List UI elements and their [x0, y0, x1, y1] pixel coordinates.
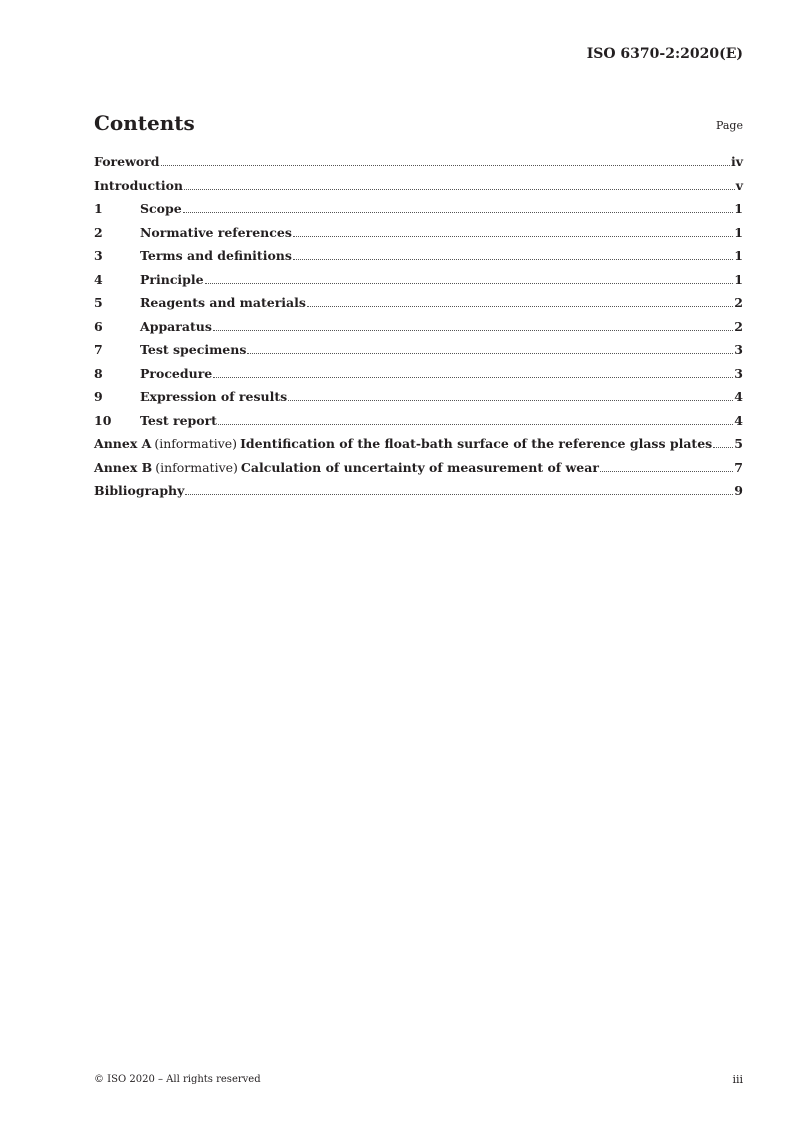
- annex-type: (informative): [155, 459, 238, 475]
- toc-entry-number: 9: [94, 389, 103, 404]
- toc-entry-annex-b[interactable]: [94, 460, 743, 484]
- toc-leader-dots: [293, 235, 733, 237]
- toc-entry-number: 3: [94, 248, 103, 263]
- toc-entry-page: 1: [734, 248, 743, 263]
- toc-entry-title: Bibliography: [94, 483, 185, 498]
- toc-entry-page: 2: [734, 295, 743, 310]
- toc-entry-page: 3: [734, 365, 743, 381]
- copyright-notice: © ISO 2020 – All rights reserved: [94, 1074, 261, 1085]
- toc-entry-title: Identification of the float-bath surface of the reference glass plates: [240, 436, 713, 451]
- toc-entry-page: iv: [730, 154, 743, 169]
- toc-entry-number: 7: [94, 342, 103, 357]
- toc-entry-terms-and-definitions[interactable]: [94, 248, 743, 272]
- toc-entry-page: 3: [734, 342, 743, 357]
- toc-entry-title: Calculation of uncertainty of measurement of wear: [240, 459, 599, 475]
- toc-entry-normative-references[interactable]: [94, 225, 743, 249]
- toc-entry-title: Scope: [140, 201, 182, 216]
- toc-entry-number: 2: [94, 224, 103, 240]
- toc-entry-number: 4: [94, 271, 103, 287]
- toc-leader-dots: [600, 470, 733, 472]
- toc-leader-dots: [307, 305, 733, 307]
- page-number: iii: [732, 1073, 743, 1086]
- toc-leader-dots: [218, 423, 733, 425]
- toc-leader-dots: [213, 329, 733, 331]
- toc-leader-dots: [713, 446, 733, 448]
- toc-entry-title: Expression of results: [140, 389, 288, 404]
- toc-entry-scope[interactable]: [94, 201, 743, 225]
- toc-entry-title: Procedure: [140, 365, 213, 381]
- toc-leader-dots: [161, 164, 730, 166]
- toc-entry-page: 1: [734, 271, 743, 287]
- toc-entry-foreword[interactable]: [94, 154, 743, 178]
- page-column-label: Page: [715, 119, 743, 132]
- toc-leader-dots: [293, 258, 733, 260]
- toc-entry-bibliography[interactable]: [94, 483, 743, 507]
- toc-entry-page: 5: [734, 436, 743, 451]
- toc-entry-annex-a[interactable]: [94, 436, 743, 460]
- toc-leader-dots: [185, 493, 733, 495]
- toc-entry-page: 9: [734, 483, 743, 498]
- toc-entry-apparatus[interactable]: [94, 319, 743, 343]
- toc-entry-title: Normative references: [140, 224, 292, 240]
- annex-type: (informative): [154, 436, 238, 451]
- toc-entry-number: 10: [94, 412, 112, 428]
- toc-leader-dots: [184, 188, 735, 190]
- toc-entry-reagents-and-materials[interactable]: [94, 295, 743, 319]
- contents-heading: Contents: [94, 111, 195, 135]
- table-of-contents: [94, 154, 743, 507]
- toc-entry-page: 1: [734, 224, 743, 240]
- toc-leader-dots: [205, 282, 734, 284]
- toc-entry-title: Principle: [140, 271, 204, 287]
- toc-entry-number: 1: [94, 201, 103, 216]
- document-code: ISO 6370-2:2020(E): [586, 46, 743, 62]
- toc-entry-title: Apparatus: [140, 318, 212, 334]
- toc-entry-page: 1: [734, 201, 743, 216]
- toc-entry-expression-of-results[interactable]: [94, 389, 743, 413]
- toc-entry-introduction[interactable]: [94, 178, 743, 202]
- toc-leader-dots: [247, 352, 733, 354]
- toc-entry-page: v: [735, 177, 743, 193]
- toc-entry-title: Test report: [140, 412, 217, 428]
- toc-entry-page: 2: [734, 318, 743, 334]
- toc-leader-dots: [183, 211, 734, 213]
- toc-entry-number: 8: [94, 365, 103, 381]
- toc-entry-page: 4: [734, 389, 743, 404]
- annex-label: Annex A: [94, 436, 152, 451]
- toc-entry-title: Terms and definitions: [140, 248, 292, 263]
- toc-entry-title: Test specimens: [140, 342, 247, 357]
- toc-entry-number: 5: [94, 295, 103, 310]
- annex-label: Annex B: [94, 459, 153, 475]
- toc-entry-number: 6: [94, 318, 103, 334]
- toc-leader-dots: [213, 376, 733, 378]
- toc-entry-page: 7: [734, 459, 743, 475]
- toc-entry-test-specimens[interactable]: [94, 342, 743, 366]
- toc-entry-title: Introduction: [94, 177, 184, 193]
- toc-entry-principle[interactable]: [94, 272, 743, 296]
- toc-entry-procedure[interactable]: [94, 366, 743, 390]
- toc-leader-dots: [288, 399, 733, 401]
- toc-entry-title: Reagents and materials: [140, 295, 306, 310]
- toc-entry-test-report[interactable]: [94, 413, 743, 437]
- toc-entry-page: 4: [734, 412, 743, 428]
- toc-entry-title: Foreword: [94, 154, 160, 169]
